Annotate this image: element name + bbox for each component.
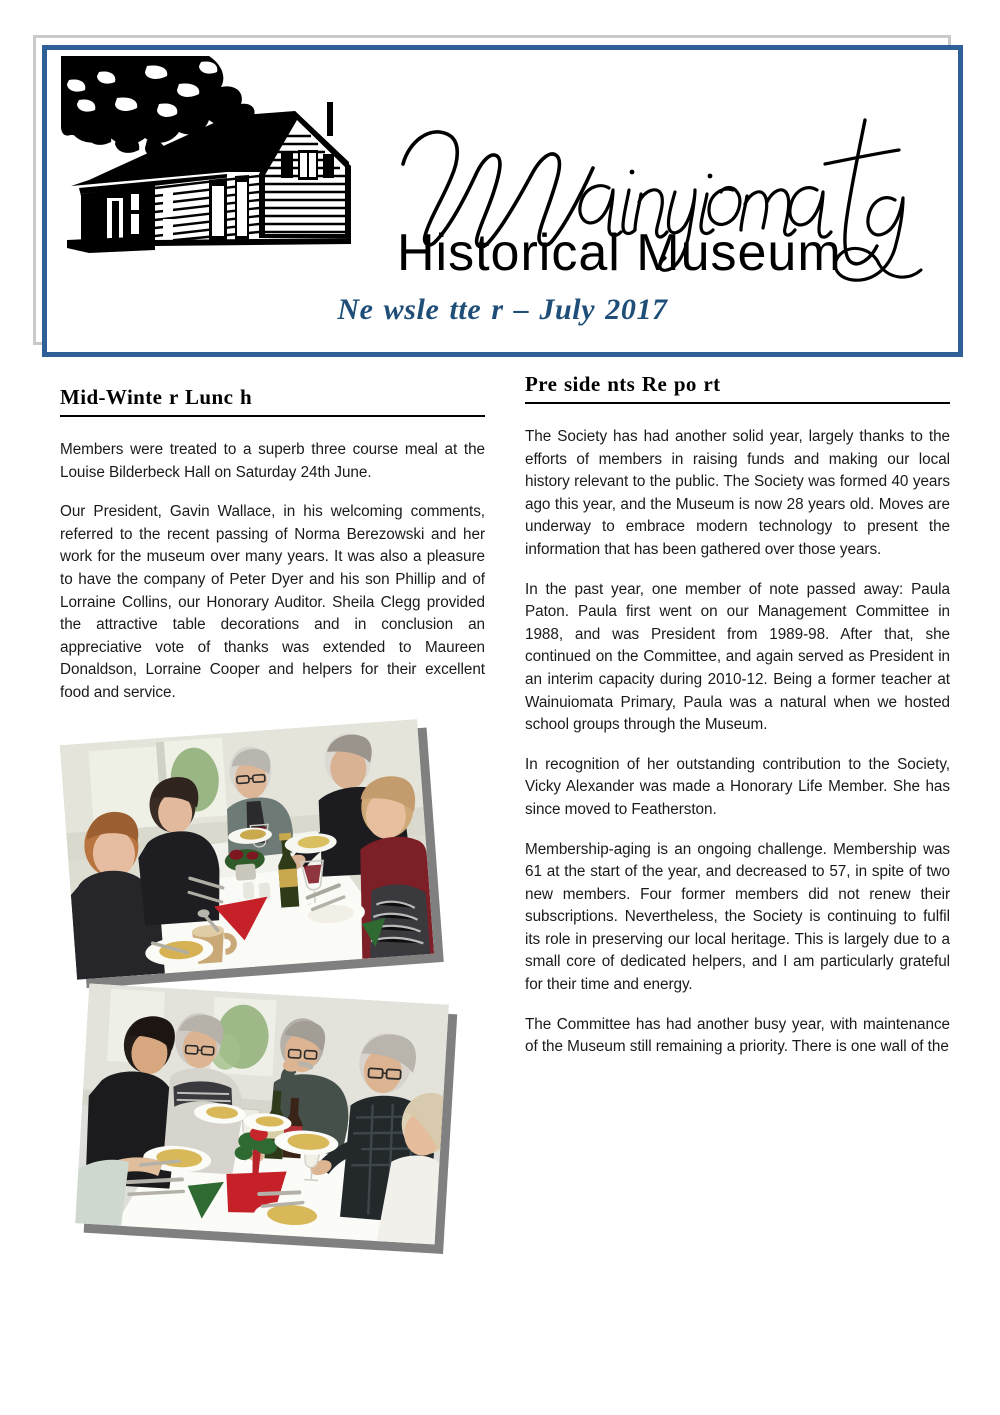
paragraph: Membership-aging is an ongoing challenge. Membership was 61 at the start of the year, and decreased to 57, in spite of two new members. Four former members did not renew their subscriptions. Nevertheless, the Society is continuing to fulfil its role in preserving our local heritage. This is largely due to a small core of dedicated helpers, and I am particularly grateful for their time and energy.: [525, 840, 950, 994]
column-right: [525, 372, 950, 1059]
museum-wordmark: [395, 102, 955, 287]
paragraph: The Society has had another solid year, largely thanks to the efforts of members in raising funds and making our local history relevant to the public. The Society was formed 40 years ago this year, and the Museum is now 28 years old. Moves are underway to embrace modern technology to present the information that has been gathered over those years.: [525, 428, 950, 558]
svg-text:Historical Museum: Historical Museum: [397, 224, 842, 282]
paragraph: Members were treated to a superb three course meal at the Louise Bilderbeck Hall on Saturday 24th June.: [60, 441, 485, 481]
column-left: [60, 385, 485, 1267]
article-columns: [0, 372, 1000, 1415]
mid-winter-lunch-photo-1: [60, 719, 434, 980]
newsletter-date-title: Ne wsle tte r – July 2017: [337, 293, 668, 326]
newsletter-banner: [33, 35, 963, 357]
photo-group: [60, 722, 485, 1267]
section-rule-right: [525, 402, 950, 404]
section-heading-mid-winter-lunch: Mid-Winte r Lunc h: [60, 385, 253, 409]
paragraph: In the past year, one member of note passed away: Paula Paton. Paula first went on our Management Committee in 1988, and was President from 1989-98. After that, she continued on the Committee, and again served as President in an interim capacity during 2010-12. Being a former teacher at Wainuiomata Primary, Paula was a natural when we hosted school groups through the Museum.: [525, 580, 950, 734]
paragraph: The Committee has had another busy year, with maintenance of the Museum still remaining a priority. There is one wall of the: [525, 1015, 950, 1056]
banner-content: [47, 50, 958, 352]
section-rule-left: [60, 415, 485, 417]
section-heading-presidents-report: Pre side nts Re po rt: [525, 372, 721, 396]
paragraph: Our President, Gavin Wallace, in his welcoming comments, referred to the recent passing of Norma Berezowski and her work for the museum over many years. It was also a pleasure to have the company of Peter Dyer and his son Phillip and of Lorraine Collins, our Honorary Auditor. Sheila Clegg provided the attractive table decorations and in conclusion an appreciative vote of thanks was extended to Maureen Donaldson, Lorraine Cooper and helpers for their excellent food and service.: [60, 503, 485, 701]
paragraph: In recognition of her outstanding contribution to the Society, Vicky Alexander was made a Honorary Life Member. She has since moved to Featherston.: [525, 755, 950, 818]
mid-winter-lunch-photo-2: [75, 983, 449, 1244]
museum-building-icon: [59, 54, 369, 282]
